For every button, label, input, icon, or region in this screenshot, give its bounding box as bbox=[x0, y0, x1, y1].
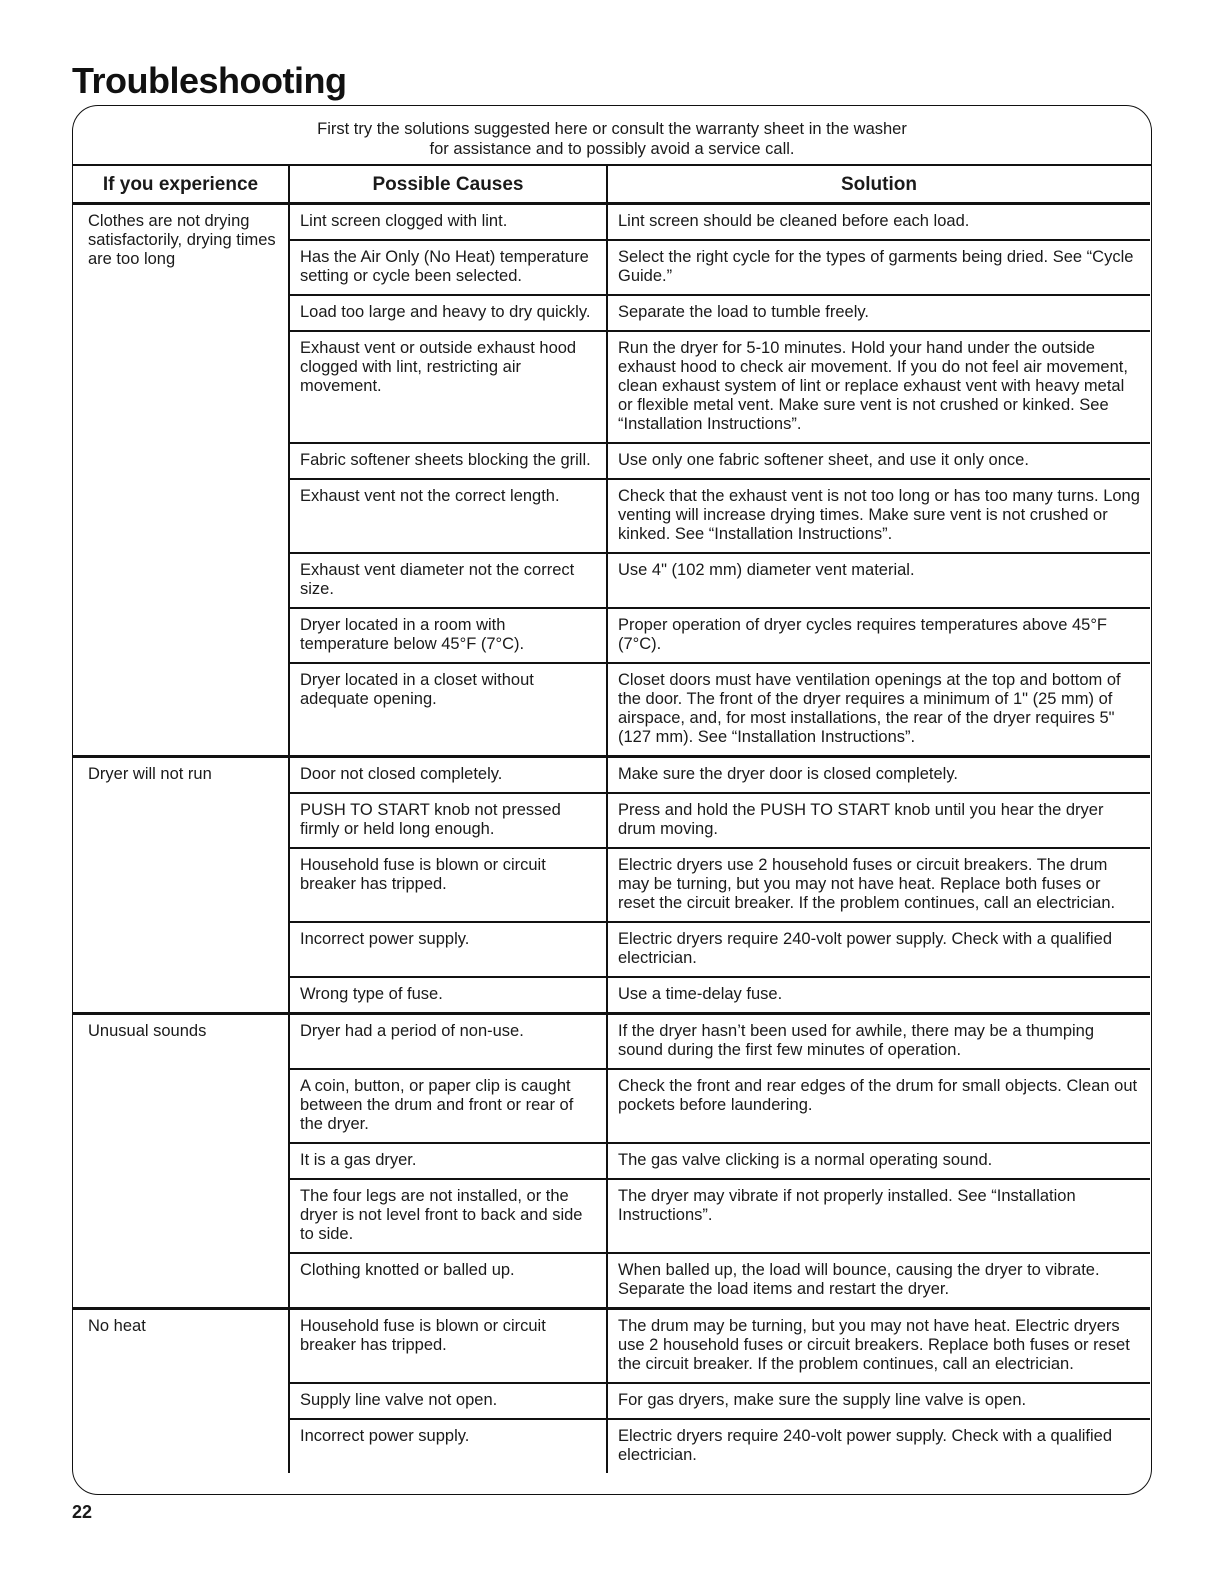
header-possible-causes: Possible Causes bbox=[289, 166, 607, 204]
solution-cell: When balled up, the load will bounce, causing the dryer to vibrate. Separate the load items and restart the dryer. bbox=[607, 1253, 1150, 1309]
table-row bbox=[73, 204, 1150, 241]
solution-cell: Use 4" (102 mm) diameter vent material. bbox=[607, 553, 1150, 608]
header-if-you-experience: If you experience bbox=[73, 166, 289, 204]
solution-cell: Make sure the dryer door is closed completely. bbox=[607, 757, 1150, 794]
solution-cell: Use a time-delay fuse. bbox=[607, 977, 1150, 1014]
header-solution: Solution bbox=[607, 166, 1150, 204]
table-header-row bbox=[73, 166, 1150, 204]
problem-cell: Clothes are not drying satisfactorily, drying times are too long bbox=[73, 204, 289, 757]
cause-cell: Household fuse is blown or circuit breaker has tripped. bbox=[289, 848, 607, 922]
solution-cell: Electric dryers require 240-volt power supply. Check with a qualified electrician. bbox=[607, 922, 1150, 977]
solution-cell: Check that the exhaust vent is not too long or has too many turns. Long venting will increase drying times. Make sure vent is not crushed or kinked. See “Installation Instructions”. bbox=[607, 479, 1150, 553]
table-body bbox=[73, 204, 1150, 1474]
solution-cell: Run the dryer for 5-10 minutes. Hold your hand under the outside exhaust hood to check air movement. If you do not feel air movement, clean exhaust system of lint or replace exhaust vent with heavy metal or flexible metal vent. Make sure vent is not crushed or kinked. See “Installation Instructions”. bbox=[607, 331, 1150, 443]
problem-cell: No heat bbox=[88, 1317, 146, 1335]
solution-cell: The drum may be turning, but you may not have heat. Electric dryers use 2 household fuses or circuit breakers. Replace both fuses or reset the circuit breaker. If the problem continues, call an electrician. bbox=[607, 1309, 1150, 1384]
problem-cell: Unusual sounds bbox=[73, 1014, 289, 1309]
cause-cell: Load too large and heavy to dry quickly. bbox=[289, 295, 607, 331]
cause-cell: Wrong type of fuse. bbox=[289, 977, 607, 1014]
cause-cell: Incorrect power supply. bbox=[289, 922, 607, 977]
solution-cell: Electric dryers require 240-volt power supply. Check with a qualified electrician. bbox=[607, 1419, 1150, 1473]
solution-cell: The gas valve clicking is a normal operating sound. bbox=[607, 1143, 1150, 1179]
cause-cell: Fabric softener sheets blocking the grill. bbox=[289, 443, 607, 479]
cause-cell: Dryer located in a room with temperature below 45°F (7°C). bbox=[289, 608, 607, 663]
cause-cell: A coin, button, or paper clip is caught between the drum and front or rear of the dryer. bbox=[289, 1069, 607, 1143]
solution-cell: Proper operation of dryer cycles requires temperatures above 45°F (7°C). bbox=[607, 608, 1150, 663]
solution-cell: The dryer may vibrate if not properly installed. See “Installation Instructions”. bbox=[607, 1179, 1150, 1253]
cause-cell: Exhaust vent or outside exhaust hood clogged with lint, restricting air movement. bbox=[289, 331, 607, 443]
cause-cell: Door not closed completely. bbox=[289, 757, 607, 794]
troubleshooting-box bbox=[72, 105, 1152, 1495]
solution-cell: Press and hold the PUSH TO START knob until you hear the dryer drum moving. bbox=[607, 793, 1150, 848]
cause-cell: Exhaust vent not the correct length. bbox=[289, 479, 607, 553]
cause-cell: Supply line valve not open. bbox=[289, 1383, 607, 1419]
cause-cell: Clothing knotted or balled up. bbox=[289, 1253, 607, 1309]
cause-cell: Has the Air Only (No Heat) temperature setting or cycle been selected. bbox=[289, 240, 607, 295]
intro-line-2: for assistance and to possibly avoid a service call. bbox=[429, 140, 795, 158]
cause-cell: It is a gas dryer. bbox=[289, 1143, 607, 1179]
cause-cell: PUSH TO START knob not pressed firmly or held long enough. bbox=[289, 793, 607, 848]
cause-cell: Household fuse is blown or circuit breaker has tripped. bbox=[289, 1309, 607, 1384]
page-title: Troubleshooting bbox=[72, 60, 347, 101]
solution-cell: Lint screen should be cleaned before each load. bbox=[607, 204, 1150, 241]
cause-cell: The four legs are not installed, or the dryer is not level front to back and side to side. bbox=[289, 1179, 607, 1253]
table-row bbox=[73, 757, 1150, 794]
solution-cell: Separate the load to tumble freely. bbox=[607, 295, 1150, 331]
solution-cell: Electric dryers use 2 household fuses or circuit breakers. The drum may be turning, but you may not have heat. Replace both fuses or reset the circuit breaker. If the problem continues, call an electrician. bbox=[607, 848, 1150, 922]
page-number: 22 bbox=[72, 1502, 93, 1522]
table-row bbox=[73, 1309, 1150, 1384]
cause-cell: Lint screen clogged with lint. bbox=[289, 204, 607, 241]
solution-cell: For gas dryers, make sure the supply line valve is open. bbox=[607, 1383, 1150, 1419]
intro-line-1: First try the solutions suggested here or consult the warranty sheet in the washer bbox=[317, 120, 907, 138]
problem-cell: Dryer will not run bbox=[73, 757, 289, 1014]
table-row bbox=[73, 1014, 1150, 1070]
solution-cell: Use only one fabric softener sheet, and use it only once. bbox=[607, 443, 1150, 479]
intro-text bbox=[73, 119, 1151, 159]
cause-cell: Dryer had a period of non-use. bbox=[289, 1014, 607, 1070]
solution-cell: If the dryer hasn’t been used for awhile, there may be a thumping sound during the first few minutes of operation. bbox=[607, 1014, 1150, 1070]
cause-cell: Exhaust vent diameter not the correct size. bbox=[289, 553, 607, 608]
cause-cell: Dryer located in a closet without adequate opening. bbox=[289, 663, 607, 757]
solution-cell: Check the front and rear edges of the drum for small objects. Clean out pockets before laundering. bbox=[607, 1069, 1150, 1143]
cause-cell: Incorrect power supply. bbox=[289, 1419, 607, 1473]
solution-cell: Closet doors must have ventilation openings at the top and bottom of the door. The front of the dryer requires a minimum of 1" (25 mm) of airspace, and, for most installations, the rear of the dryer requires 5" (127 mm). See “Installation Instructions”. bbox=[607, 663, 1150, 757]
solution-cell: Select the right cycle for the types of garments being dried. See “Cycle Guide.” bbox=[607, 240, 1150, 295]
troubleshooting-table bbox=[73, 166, 1150, 1473]
